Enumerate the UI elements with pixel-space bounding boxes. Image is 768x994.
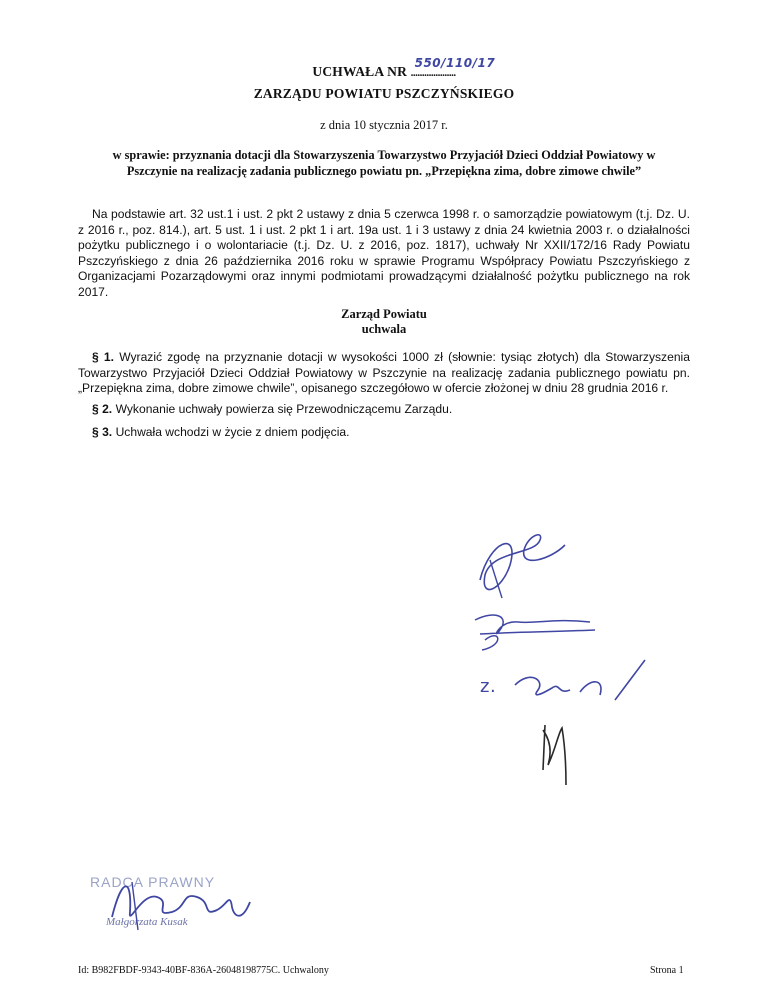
signature-1: [480, 535, 565, 590]
section-1-text: Wyrazić zgodę na przyznanie dotacji w wysokości 1000 zł (słownie: tysiąc złotych) dla Stowarzyszenia Towarzystwo Przyjaciół Dzieci Oddział Powiatowy w Pszczynie na realizację zadania publicznego powiatu pn. „Przepiękna zima, dobre zimowe chwile”, opisanego szczegółowo w ofercie złożonej w dniu 28 grudnia 2016 r.: [78, 350, 690, 395]
signature-3: [515, 660, 645, 700]
section-2-text: Wykonanie uchwały powierza się Przewodniczącemu Zarządu.: [115, 402, 453, 416]
section-2: [78, 402, 690, 418]
resolving-body: [0, 307, 768, 337]
section-1: [78, 350, 690, 397]
document-id: Id: B982FBDF-9343-40BF-836A-26048198775C. Uchwalony: [78, 965, 329, 976]
stamp-title: RADCA PRAWNY: [90, 874, 216, 890]
resolution-number-handwritten: 550/110/17: [414, 56, 496, 70]
authority-name: ZARZĄDU POWIATU PSZCZYŃSKIEGO: [253, 86, 515, 101]
section-2-mark: § 2.: [92, 402, 113, 416]
subject-line-1: w sprawie: przyznania dotacji dla Stowarzyszenia Towarzystwo Przyjaciół Dzieci Oddział Powiatowy w: [112, 148, 656, 162]
section-3-text: Uchwała wchodzi w życie z dniem podjęcia.: [115, 425, 350, 439]
stamp-signature: [102, 872, 252, 942]
resolution-number: [410, 56, 496, 80]
section-1-mark: § 1.: [92, 350, 114, 364]
subject-line-2: Pszczynie na realizację zadania publicznego powiatu pn. „Przepiękna zima, dobre zimowe chwile”: [126, 164, 642, 178]
resolution-subject: [78, 147, 690, 179]
resolution-title-prefix: UCHWAŁA NR: [312, 64, 408, 79]
resolution-title: [0, 56, 768, 80]
legal-advisor-stamp: [82, 872, 252, 942]
signature-2: [475, 615, 595, 650]
stamp-name: Małgorzata Kusak: [106, 916, 188, 928]
resolving-body-name: Zarząd Powiatu: [341, 307, 427, 321]
board-signatures: [440, 520, 660, 800]
section-3: [78, 425, 690, 441]
section-3-mark: § 3.: [92, 425, 113, 439]
signature-4: [543, 725, 566, 785]
resolution-number-dots: ....................: [410, 67, 456, 79]
resolution-date: z dnia 10 stycznia 2017 r.: [320, 118, 448, 132]
legal-basis-paragraph: Na podstawie art. 32 ust.1 i ust. 2 pkt 2 ustawy z dnia 5 czerwca 1998 r. o samorządzie powiatowym (t.j. Dz. U. z 2016 r., poz. 814.), art. 5 ust. 1 i ust. 2 pkt 1 i art. 19a ust. 1 i 3 ustawy z dnia 24 kwietnia 2003 r. o działalności pożytku publicznego i o wolontariacie (t.j. Dz. U. z 2016, poz. 1817), uchwały Nr XXII/172/16 Rady Powiatu Pszczyńskiego z dnia 26 października 2016 roku w sprawie Programu Współpracy Powiatu Pszczyńskiego z Organizacjami Pozarządowymi oraz innymi podmiotami prowadzącymi działalność pożytku publicznego na rok 2017.: [78, 207, 690, 299]
page-number: Strona 1: [650, 965, 684, 976]
resolving-body-verb: uchwala: [361, 322, 407, 336]
signature-initial: z.: [480, 676, 497, 697]
